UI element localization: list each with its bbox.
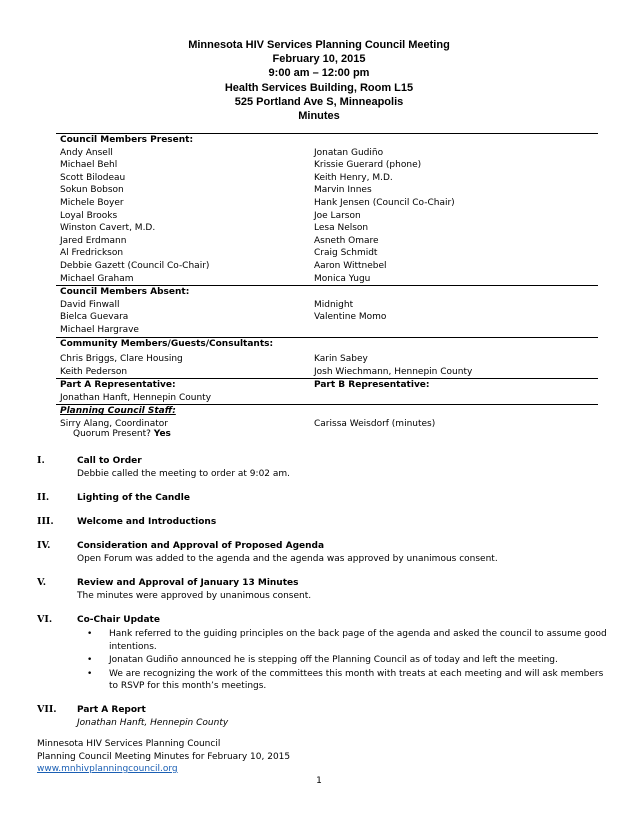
attendance-row xyxy=(56,172,598,185)
attendance-row xyxy=(56,286,598,299)
attendance-cell-left xyxy=(56,337,598,353)
attendance-row xyxy=(56,235,598,248)
agenda-section xyxy=(37,540,607,566)
attendance-cell-right xyxy=(310,405,598,418)
header-time: 9:00 am – 12:00 pm xyxy=(268,67,370,80)
attendance-cell-right xyxy=(310,210,598,223)
agenda-section xyxy=(37,455,607,481)
agenda-section xyxy=(37,577,607,603)
attendance-cell-left xyxy=(56,184,310,197)
attendee-name: Krissie Guerard (phone) xyxy=(314,160,422,171)
attendee-name: Marvin Innes xyxy=(314,185,372,196)
bullet-item xyxy=(87,628,607,653)
attendance-cell-left xyxy=(56,299,310,312)
bullet-text: Hank referred to the guiding principles on the back page of the agenda and asked the council to assume good intentions. xyxy=(109,629,607,652)
attendance-cell-left xyxy=(56,210,310,223)
bullet-text: We are recognizing the work of the committees this month with treats at each meeting and will ask members to RSVP for this month’s meetings. xyxy=(109,668,604,691)
agenda-section xyxy=(37,516,607,529)
agenda-section xyxy=(37,614,607,693)
section-heading: Part B Representative: xyxy=(314,380,430,391)
quorum-value: Yes xyxy=(153,429,171,439)
attendance-cell-left xyxy=(56,379,310,392)
attendance-cell-left xyxy=(56,235,310,248)
attendance-cell-right xyxy=(310,197,598,210)
attendance-cell-right xyxy=(310,392,598,405)
section-heading: Part A Representative: xyxy=(60,380,176,391)
bullet-item xyxy=(87,654,607,667)
attendee-name: Michael Graham xyxy=(60,273,134,284)
header-title: Minnesota HIV Services Planning Council Meeting xyxy=(188,39,450,51)
attendance-cell-right xyxy=(310,184,598,197)
attendance-cell-right xyxy=(310,418,598,431)
attendance-table xyxy=(56,133,598,431)
attendee-name: Craig Schmidt xyxy=(314,248,378,259)
attendance-row xyxy=(56,299,598,312)
section-number: III. xyxy=(37,516,54,527)
section-title: Co-Chair Update xyxy=(77,615,160,625)
attendance-row xyxy=(56,222,598,235)
section-text: Debbie called the meeting to order at 9:02 am. xyxy=(77,469,291,479)
section-number: VI. xyxy=(37,614,53,625)
attendance-cell-left xyxy=(56,197,310,210)
quorum-label: Quorum Present? xyxy=(73,429,151,439)
section-title: Consideration and Approval of Proposed Agenda xyxy=(77,541,325,551)
attendance-cell-right xyxy=(310,324,598,337)
attendance-row xyxy=(56,337,598,353)
attendance-row xyxy=(56,247,598,260)
section-title: Review and Approval of January 13 Minutes xyxy=(77,578,299,588)
attendance-cell-right xyxy=(310,286,598,299)
bullet-icon: • xyxy=(87,655,93,665)
attendance-cell-left xyxy=(56,172,310,185)
section-heading: Planning Council Staff: xyxy=(60,406,176,417)
attendance-cell-right xyxy=(310,247,598,260)
attendee-name: Hank Jensen (Council Co-Chair) xyxy=(314,197,455,208)
attendance-cell-left xyxy=(56,247,310,260)
attendee-name: Aaron Wittnebel xyxy=(314,260,387,271)
attendee-name: Midnight xyxy=(314,299,354,310)
attendance-cell-right xyxy=(310,311,598,324)
attendee-name: Carissa Weisdorf (minutes) xyxy=(314,419,436,430)
section-presenter: Jonathan Hanft, Hennepin County xyxy=(77,717,229,728)
section-body xyxy=(77,614,607,693)
section-number: II. xyxy=(37,492,50,503)
section-title: Lighting of the Candle xyxy=(77,493,190,503)
attendance-row xyxy=(56,311,598,324)
section-text: The minutes were approved by unanimous consent. xyxy=(77,591,312,601)
attendee-name: Monica Yugu xyxy=(314,273,371,284)
attendance-cell-left xyxy=(56,273,310,286)
attendance-row xyxy=(56,134,598,147)
agenda-section xyxy=(37,704,607,730)
attendee-name: Michael Hargrave xyxy=(60,324,139,335)
attendance-cell-right xyxy=(310,366,598,379)
section-title: Call to Order xyxy=(77,456,142,466)
attendee-name: Josh Wiechmann, Hennepin County xyxy=(314,366,473,377)
attendee-name: Debbie Gazett (Council Co-Chair) xyxy=(60,260,210,271)
attendee-name: Andy Ansell xyxy=(60,147,113,158)
header-address: 525 Portland Ave S, Minneapolis xyxy=(234,95,404,108)
attendance-cell-left xyxy=(56,392,310,405)
attendance-cell-left xyxy=(56,134,310,147)
attendee-name: Chris Briggs, Clare Housing xyxy=(60,354,183,365)
attendance-row xyxy=(56,366,598,379)
attendance-cell-right xyxy=(310,353,598,366)
attendance-row xyxy=(56,260,598,273)
section-heading: Community Members/Guests/Consultants: xyxy=(60,338,274,349)
attendance-row xyxy=(56,405,598,418)
attendee-name: Michael Behl xyxy=(60,160,118,171)
bullet-icon: • xyxy=(87,668,93,679)
attendance-cell-left xyxy=(56,222,310,235)
bullet-list xyxy=(77,628,607,693)
attendance-cell-right xyxy=(310,235,598,248)
bullet-item xyxy=(87,668,607,693)
attendee-name: Jonatan Gudiño xyxy=(314,147,384,158)
attendee-name: Michele Boyer xyxy=(60,197,124,208)
agenda-section xyxy=(37,492,607,505)
section-body xyxy=(77,455,607,481)
attendance-cell-right xyxy=(310,260,598,273)
bullet-text: Jonatan Gudiño announced he is stepping off the Planning Council as of today and left the meeting. xyxy=(109,655,558,665)
attendance-row xyxy=(56,147,598,160)
attendance-row xyxy=(56,324,598,337)
section-title: Welcome and Introductions xyxy=(77,517,217,527)
attendance-row xyxy=(56,159,598,172)
attendance-row xyxy=(56,210,598,223)
attendee-name: Asneth Omare xyxy=(314,235,379,246)
page-number: 1 xyxy=(316,776,322,786)
footer-doc: Planning Council Meeting Minutes for February 10, 2015 xyxy=(37,751,291,762)
attendee-name: Scott Bilodeau xyxy=(60,172,126,183)
attendance-cell-right xyxy=(310,172,598,185)
attendance-row xyxy=(56,273,598,286)
attendance-cell-left xyxy=(56,159,310,172)
attendee-name: Sirry Alang, Coordinator xyxy=(60,419,168,430)
attendee-name: Bielca Guevara xyxy=(60,312,129,323)
section-body xyxy=(77,540,607,566)
quorum-line xyxy=(73,429,171,439)
agenda-sections xyxy=(37,455,607,741)
attendance-cell-left xyxy=(56,286,310,299)
header-doc-type: Minutes xyxy=(298,110,340,123)
section-number: VII. xyxy=(37,703,57,715)
attendee-name: David Finwall xyxy=(60,299,120,310)
attendee-name: Keith Pederson xyxy=(60,366,128,377)
attendance-cell-left xyxy=(56,260,310,273)
attendance-cell-left xyxy=(56,366,310,379)
header-date: February 10, 2015 xyxy=(272,53,366,66)
attendance-cell-left xyxy=(56,147,310,160)
section-number: I. xyxy=(37,455,45,466)
attendance-cell-right xyxy=(310,147,598,160)
document-header xyxy=(0,38,638,123)
attendance-cell-right xyxy=(310,379,598,392)
attendance-cell-right xyxy=(310,159,598,172)
attendance-cell-left xyxy=(56,324,310,337)
section-body xyxy=(77,516,607,529)
section-body xyxy=(77,492,607,505)
attendance-row xyxy=(56,197,598,210)
attendance-cell-left xyxy=(56,405,310,418)
section-number: V. xyxy=(37,577,47,588)
attendee-name: Lesa Nelson xyxy=(314,223,369,234)
attendee-name: Keith Henry, M.D. xyxy=(314,172,393,183)
attendee-name: Sokun Bobson xyxy=(60,185,124,196)
bullet-icon: • xyxy=(87,629,93,639)
footer-website-link[interactable]: www.mnhivplanningcouncil.org xyxy=(37,764,178,774)
attendee-name: Joe Larson xyxy=(314,210,361,221)
section-text: Open Forum was added to the agenda and the agenda was approved by unanimous consent. xyxy=(77,554,498,564)
attendee-name: Valentine Momo xyxy=(314,312,387,323)
attendance-cell-right xyxy=(310,273,598,286)
section-title: Part A Report xyxy=(77,704,146,715)
section-body xyxy=(77,577,607,603)
page-footer xyxy=(37,738,290,776)
attendance-row xyxy=(56,184,598,197)
attendee-name: Winston Cavert, M.D. xyxy=(60,223,156,234)
attendance-cell-left xyxy=(56,353,310,366)
footer-org: Minnesota HIV Services Planning Council xyxy=(37,739,221,749)
attendance-cell-right xyxy=(310,134,598,147)
attendance-row xyxy=(56,379,598,392)
attendee-name: Loyal Brooks xyxy=(60,210,118,221)
attendee-name: Jared Erdmann xyxy=(60,235,127,246)
attendance-cell-left xyxy=(56,311,310,324)
attendee-name: Jonathan Hanft, Hennepin County xyxy=(60,392,212,403)
attendance-row xyxy=(56,353,598,366)
attendance-row xyxy=(56,392,598,405)
section-heading: Council Members Present: xyxy=(60,135,194,145)
section-heading: Council Members Absent: xyxy=(60,287,190,298)
attendee-name: Al Fredrickson xyxy=(60,248,124,259)
header-location: Health Services Building, Room L15 xyxy=(224,81,414,94)
section-number: IV. xyxy=(37,540,51,551)
attendance-cell-right xyxy=(310,299,598,312)
section-body xyxy=(77,704,607,730)
attendee-name: Karin Sabey xyxy=(314,354,368,365)
attendance-cell-right xyxy=(310,222,598,235)
